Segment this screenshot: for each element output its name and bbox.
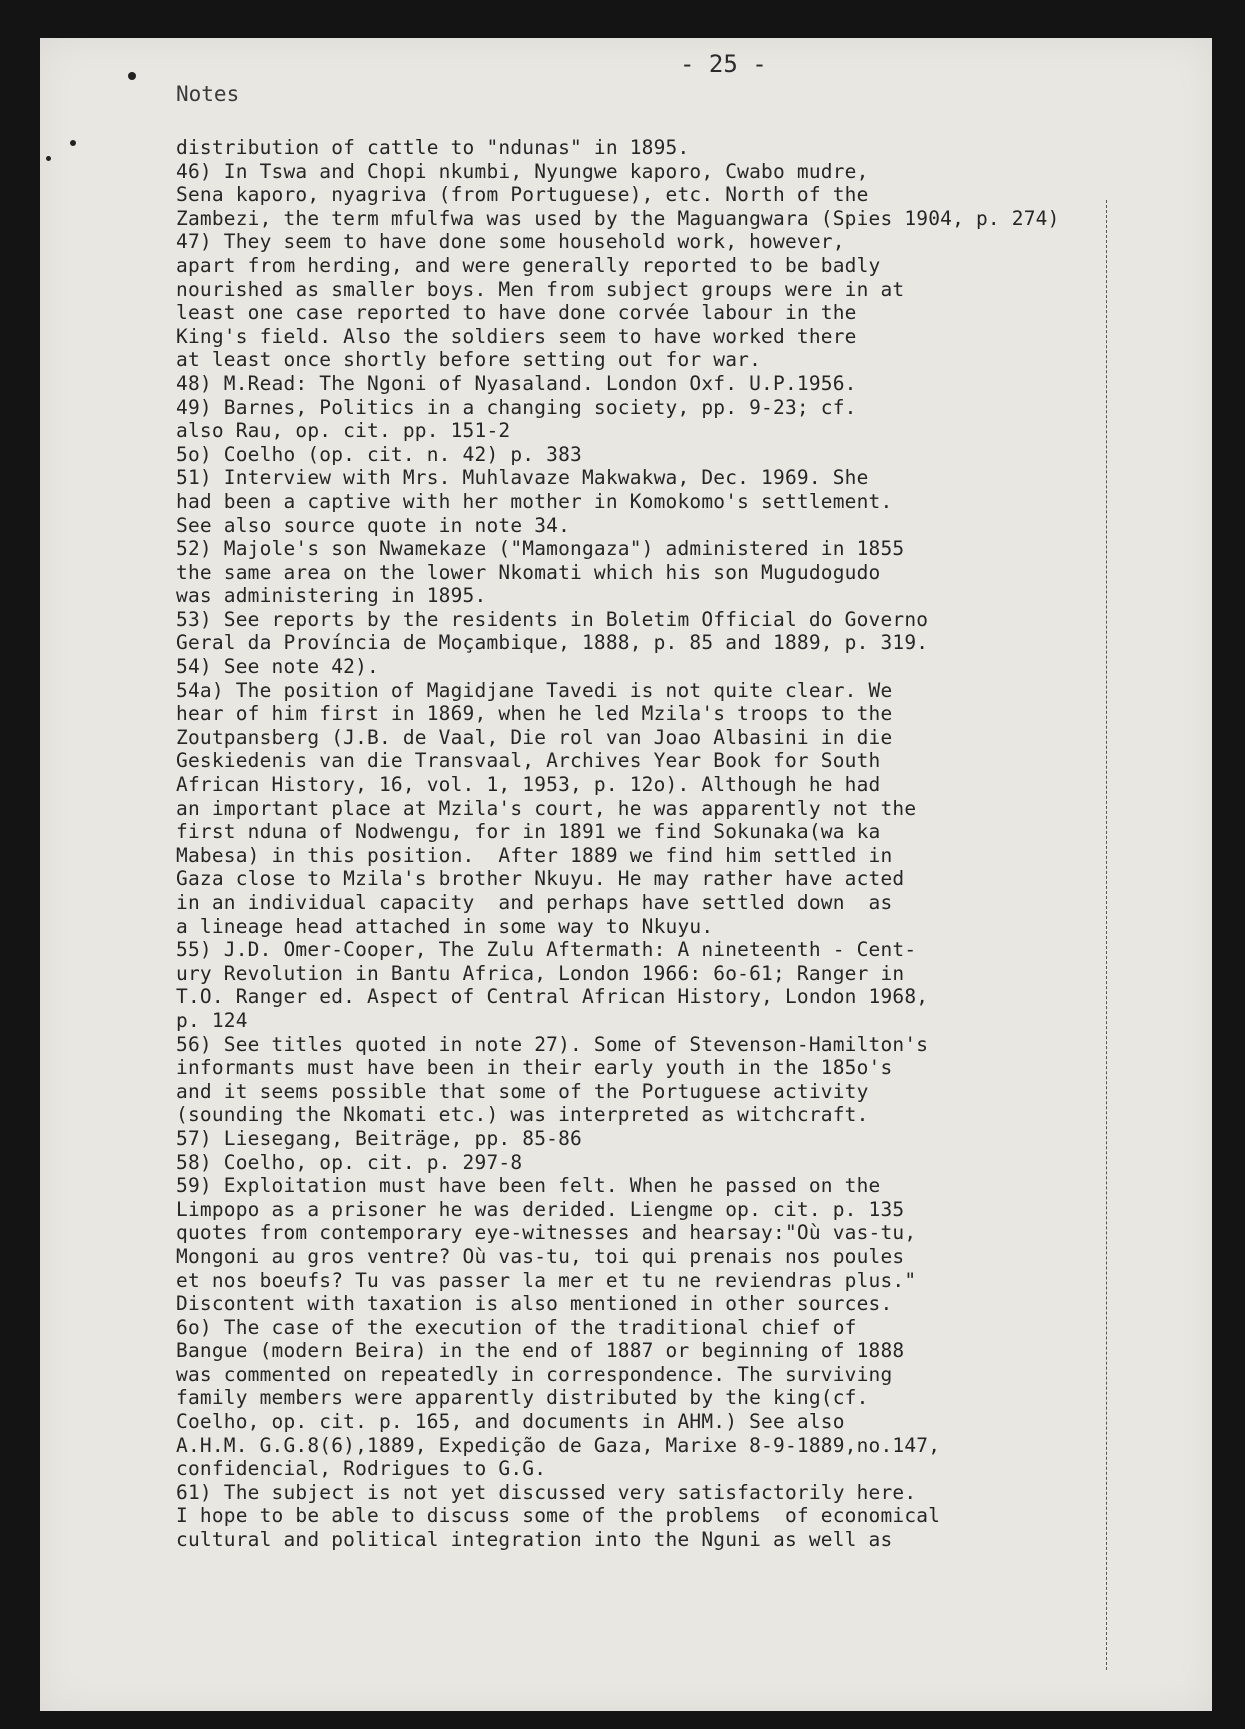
note-line: in an individual capacity and perhaps have settled down as xyxy=(176,891,893,914)
note-line: 58) Coelho, op. cit. p. 297-8 xyxy=(176,1150,523,1174)
note-line: cultural and political integration into the Nguni as well as xyxy=(176,1528,893,1552)
note-line: 55) J.D. Omer-Cooper, The Zulu Aftermath: A nineteenth - Cent- xyxy=(176,938,917,962)
ink-speck xyxy=(46,156,51,161)
note-line: family members were apparently distributed by the king(cf. xyxy=(176,1386,869,1410)
note-line: See also source quote in note 34. xyxy=(176,513,571,537)
note-line: 53) See reports by the residents in Boletim Official do Governo xyxy=(176,607,929,631)
note-line: Gaza close to Mzila's brother Nkuyu. He may rather have acted xyxy=(176,867,905,891)
note-line: Mabesa) in this position. After 1889 we find him settled in xyxy=(176,843,893,867)
note-line: African History, 16, vol. 1, 1953, p. 12o). Although he had xyxy=(176,773,881,797)
note-line: 5o) Coelho (op. cit. n. 42) p. 383 xyxy=(176,442,582,466)
note-line: 6o) The case of the execution of the traditional chief of xyxy=(176,1315,857,1339)
page-number: - 25 - xyxy=(680,50,767,78)
note-line: 57) Liesegang, Beiträge, pp. 85-86 xyxy=(176,1126,582,1150)
notes-heading: Notes xyxy=(176,82,240,106)
note-line: 61) The subject is not yet discussed very satisfactorily here. xyxy=(176,1480,917,1504)
margin-rule xyxy=(1106,200,1107,1670)
note-line: A.H.M. G.G.8(6),1889, Expedição de Gaza, Marixe 8-9-1889,no.147, xyxy=(176,1433,941,1457)
note-line: Mongoni au gros ventre? Où vas-tu, toi qui prenais nos poules xyxy=(176,1244,905,1268)
note-line: 54a) The position of Magidjane Tavedi is not quite clear. We xyxy=(176,678,893,702)
note-line: King's field. Also the soldiers seem to have worked there xyxy=(176,324,857,348)
note-line: (sounding the Nkomati etc.) was interpreted as witchcraft. xyxy=(176,1103,869,1127)
note-line: 59) Exploitation must have been felt. When he passed on the xyxy=(176,1174,881,1198)
ink-speck xyxy=(128,72,136,80)
note-line: distribution of cattle to "ndunas" in 1895. xyxy=(176,136,690,159)
note-line: Sena kaporo, nyagriva (from Portuguese), etc. North of the xyxy=(176,183,869,207)
note-line: 56) See titles quoted in note 27). Some of Stevenson-Hamilton's xyxy=(176,1032,929,1056)
note-line: and it seems possible that some of the Portuguese activity xyxy=(176,1079,869,1103)
note-line: hear of him first in 1869, when he led Mzila's troops to the xyxy=(176,702,893,726)
note-line: quotes from contemporary eye-witnesses and hearsay:"Où vas-tu, xyxy=(176,1221,917,1245)
note-line: et nos boeufs? Tu vas passer la mer et tu ne reviendras plus." xyxy=(176,1268,917,1292)
note-line: the same area on the lower Nkomati which his son Mugudogudo xyxy=(176,560,881,584)
note-line: Discontent with taxation is also mentioned in other sources. xyxy=(176,1292,893,1316)
note-line: 48) M.Read: The Ngoni of Nyasaland. London Oxf. U.P.1956. xyxy=(176,371,857,395)
note-line: also Rau, op. cit. pp. 151-2 xyxy=(176,419,511,443)
note-line: a lineage head attached in some way to Nkuyu. xyxy=(176,914,714,938)
note-line: was commented on repeatedly in correspondence. The surviving xyxy=(176,1362,893,1386)
note-line: 49) Barnes, Politics in a changing society, pp. 9-23; cf. xyxy=(176,395,857,419)
note-line: nourished as smaller boys. Men from subject groups were in at xyxy=(176,277,905,301)
note-line: Limpopo as a prisoner he was derided. Liengme op. cit. p. 135 xyxy=(176,1197,905,1221)
note-line: Coelho, op. cit. p. 165, and documents in AHM.) See also xyxy=(176,1410,845,1434)
note-line: p. 124 xyxy=(176,1008,248,1032)
note-line: apart from herding, and were generally reported to be badly xyxy=(176,253,881,277)
note-line: was administering in 1895. xyxy=(176,584,487,608)
note-line: least one case reported to have done corvée labour in the xyxy=(176,301,857,325)
note-line: Geskiedenis van die Transvaal, Archives Year Book for South xyxy=(176,749,881,773)
note-line: Geral da Província de Moçambique, 1888, p. 85 and 1889, p. 319. xyxy=(176,631,929,655)
notes-body xyxy=(176,136,1106,1552)
note-line: ury Revolution in Bantu Africa, London 1966: 6o-61; Ranger in xyxy=(176,961,905,985)
note-line: T.O. Ranger ed. Aspect of Central African History, London 1968, xyxy=(176,985,929,1009)
note-line: 47) They seem to have done some household work, however, xyxy=(176,230,845,254)
note-line: an important place at Mzila's court, he was apparently not the xyxy=(176,796,917,820)
note-line: 46) In Tswa and Chopi nkumbi, Nyungwe kaporo, Cwabo mudre, xyxy=(176,159,869,183)
note-line: 52) Majole's son Nwamekaze ("Mamongaza") administered in 1855 xyxy=(176,537,905,561)
note-line: first nduna of Nodwengu, for in 1891 we find Sokunaka(wa ka xyxy=(176,820,881,844)
note-line: Zambezi, the term mfulfwa was used by the Maguangwara (Spies 1904, p. 274) xyxy=(176,206,1060,230)
note-line: 54) See note 42). xyxy=(176,655,379,679)
note-line: confidencial, Rodrigues to G.G. xyxy=(176,1457,547,1481)
note-line: Bangue (modern Beira) in the end of 1887 or beginning of 1888 xyxy=(176,1339,905,1363)
note-line: at least once shortly before setting out for war. xyxy=(176,348,762,372)
note-line: Zoutpansberg (J.B. de Vaal, Die rol van Joao Albasini in die xyxy=(176,725,893,749)
note-line: had been a captive with her mother in Komokomo's settlement. xyxy=(176,489,893,513)
note-line: 51) Interview with Mrs. Muhlavaze Makwakwa, Dec. 1969. She xyxy=(176,466,869,490)
note-line: I hope to be able to discuss some of the problems of economical xyxy=(176,1504,941,1528)
ink-speck xyxy=(70,140,76,146)
note-line: informants must have been in their early youth in the 185o's xyxy=(176,1056,893,1080)
